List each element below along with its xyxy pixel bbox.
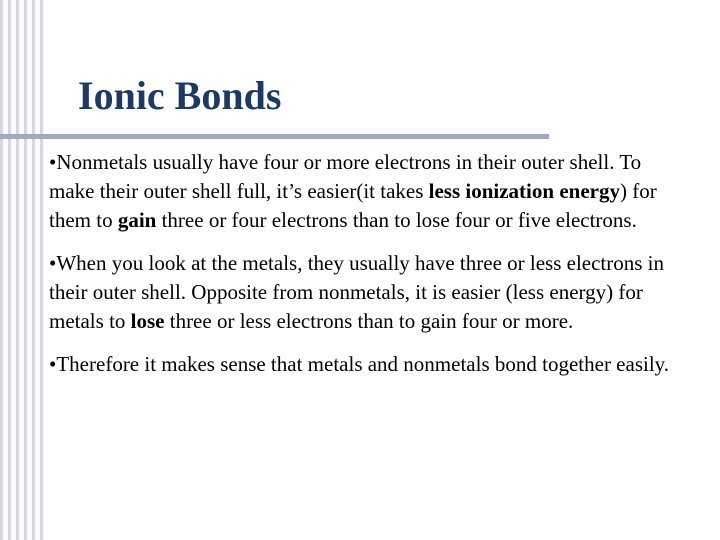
text-run: Nonmetals usually have four or more electrons in their outer shell. To make their outer shell full, it’s easier(it takes xyxy=(49,150,642,203)
title-divider xyxy=(0,134,549,139)
text-run: three or less electrons than to gain four or more. xyxy=(164,309,574,333)
bullet-marker: • xyxy=(49,352,57,376)
text-run: When you look at the metals, they usually have three or less electrons in their outer shell. Opposite from nonmetals, it is easier (less energy) for metals to xyxy=(49,251,665,333)
text-run: ) for them to xyxy=(49,179,657,232)
bullet-paragraph xyxy=(49,148,679,235)
text-run: Therefore it makes sense that metals and nonmetals bond together easily. xyxy=(56,352,670,376)
decorative-stripes xyxy=(0,0,44,540)
bullet-paragraph xyxy=(49,350,679,379)
bold-text-run: lose xyxy=(130,309,165,333)
bullet-marker: • xyxy=(49,150,57,174)
slide-title: Ionic Bonds xyxy=(78,73,282,118)
bullet-paragraph xyxy=(49,249,679,336)
bold-text-run: gain xyxy=(117,208,157,232)
slide-body xyxy=(49,148,679,393)
bullet-marker: • xyxy=(49,251,57,275)
bold-text-run: less ionization energy xyxy=(428,179,620,203)
text-run: three or four electrons than to lose four or five electrons. xyxy=(156,208,637,232)
